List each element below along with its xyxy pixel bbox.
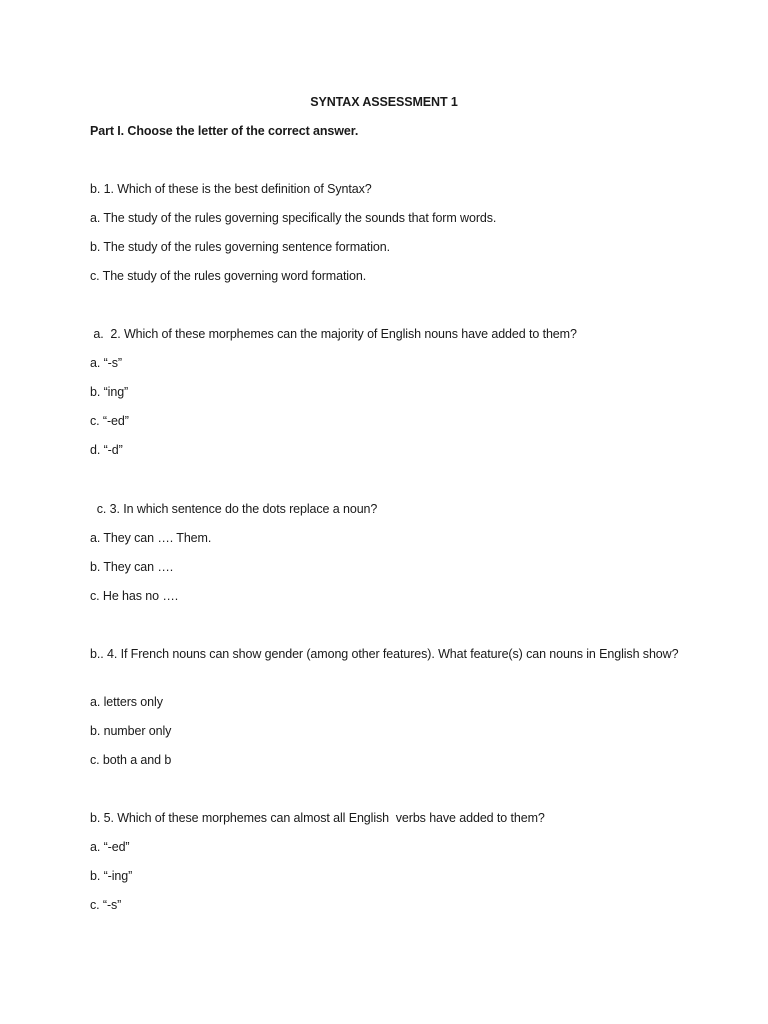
question-4-option-c: c. both a and b xyxy=(90,753,172,767)
question-2-option-d: d. “-d” xyxy=(90,443,123,457)
question-5: b. 5. Which of these morphemes can almost all English verbs have added to them? xyxy=(90,811,545,825)
question-1-option-a: a. The study of the rules governing specifically the sounds that form words. xyxy=(90,211,497,225)
instructions: Part I. Choose the letter of the correct answer. xyxy=(90,124,359,138)
question-4: b.. 4. If French nouns can show gender (among other features). What feature(s) can nouns in English show? xyxy=(90,647,679,661)
question-4-option-b: b. number only xyxy=(90,724,172,738)
question-2-option-a: a. “-s” xyxy=(90,356,122,370)
question-2: a. 2. Which of these morphemes can the majority of English nouns have added to them? xyxy=(90,327,577,341)
question-5-option-a: a. “-ed” xyxy=(90,840,130,854)
question-3-option-c: c. He has no …. xyxy=(90,589,179,603)
question-3-option-b: b. They can …. xyxy=(90,560,174,574)
question-5-option-c: c. “-s” xyxy=(90,898,122,912)
question-1-option-c: c. The study of the rules governing word formation. xyxy=(90,269,367,283)
question-1-option-b: b. The study of the rules governing sentence formation. xyxy=(90,240,391,254)
question-1: b. 1. Which of these is the best definition of Syntax? xyxy=(90,182,372,196)
question-4-option-a: a. letters only xyxy=(90,695,163,709)
question-2-option-b: b. “ing” xyxy=(90,385,129,399)
question-3-option-a: a. They can …. Them. xyxy=(90,531,212,545)
question-2-option-c: c. “-ed” xyxy=(90,414,129,428)
question-3: c. 3. In which sentence do the dots replace a noun? xyxy=(90,502,378,516)
document-title: SYNTAX ASSESSMENT 1 xyxy=(310,95,458,109)
question-5-option-b: b. “-ing” xyxy=(90,869,133,883)
